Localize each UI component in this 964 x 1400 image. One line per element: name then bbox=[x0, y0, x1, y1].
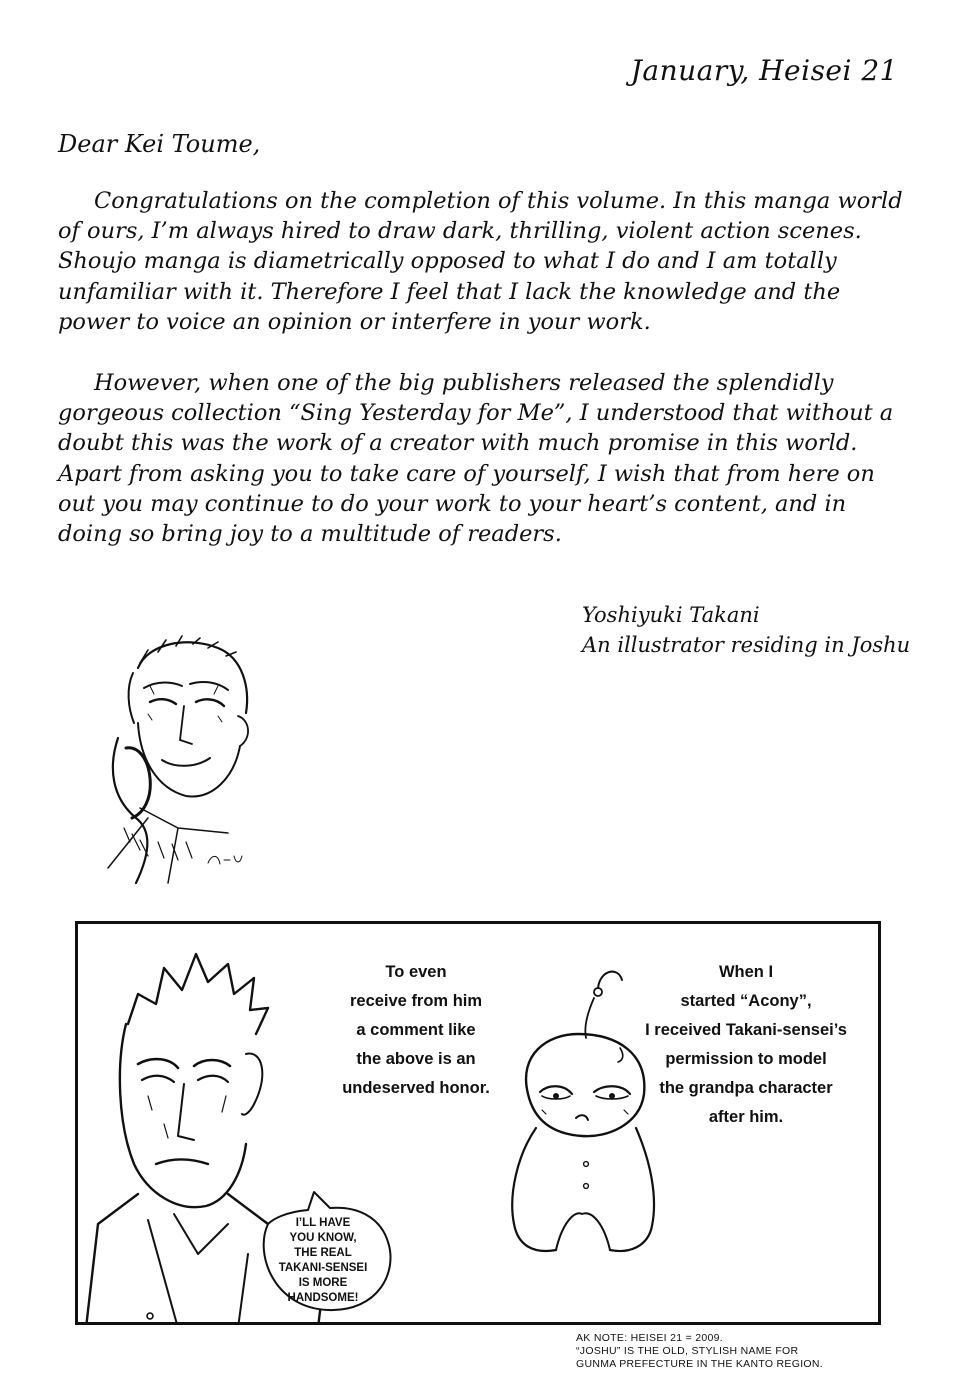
letter-paragraph-1 bbox=[58, 186, 914, 337]
panel-comment-left-line: the above is an bbox=[356, 1050, 476, 1068]
letter-paragraph-2 bbox=[58, 368, 914, 549]
panel-comment-right-line: started “Acony”, bbox=[680, 992, 812, 1010]
speech-bubble-line: THE REAL bbox=[294, 1247, 352, 1259]
portrait-sketch-illustration bbox=[78, 628, 268, 888]
panel-comment-right-line: When I bbox=[718, 963, 774, 981]
translator-note bbox=[576, 1332, 956, 1371]
panel-comment-right-line: permission to model bbox=[665, 1050, 827, 1068]
letter-paragraph-2-text: However, when one of the big publishers released the splendidly gorgeous collection “Sing Yesterday for Me”, I understood that without a doubt this was the work of a creator with much promise in this world. Apart from asking you to take care of yourself, I wish that from here on out you may continue to do your work to your heart’s content, and in doing so bring joy to a multitude of readers. bbox=[58, 370, 894, 548]
letter-signature bbox=[582, 600, 910, 660]
panel-comment-right bbox=[626, 958, 866, 1132]
panel-comment-right-line: I received Takani-sensei’s bbox=[645, 1021, 847, 1039]
letter-salutation: Dear Kei Toume, bbox=[58, 130, 261, 158]
translator-note-line: “JOSHU” IS THE OLD, STYLISH NAME FOR bbox=[576, 1345, 799, 1357]
letter-paragraph-1-text: Congratulations on the completion of this volume. In this manga world of ours, I’m always hired to draw dark, thrilling, violent action scenes. Shoujo manga is diametrically opposed to what I do and I am totally unfamiliar with it. Therefore I feel that I lack the knowledge and the power to voice an opinion or interfere in your work. bbox=[58, 188, 903, 335]
panel-comment-left bbox=[306, 958, 526, 1103]
translator-note-line: GUNMA PREFECTURE IN THE KANTO REGION. bbox=[576, 1358, 823, 1370]
letter-date: January, Heisei 21 bbox=[630, 54, 898, 87]
panel-comment-left-line: a comment like bbox=[356, 1021, 476, 1039]
speech-bubble-text bbox=[264, 1216, 382, 1306]
speech-bubble-line: I’LL HAVE bbox=[295, 1217, 351, 1229]
translator-note-line: AK NOTE: HEISEI 21 = 2009. bbox=[576, 1332, 723, 1344]
panel-comment-right-line: the grandpa character bbox=[659, 1079, 833, 1097]
panel-comment-left-line: undeserved honor. bbox=[342, 1079, 490, 1097]
panel-comment-left-line: receive from him bbox=[349, 992, 483, 1010]
panel-comment-right-line: after him. bbox=[708, 1108, 784, 1126]
signature-name: Yoshiyuki Takani bbox=[582, 603, 760, 627]
speech-bubble-line: TAKANI-SENSEI bbox=[278, 1262, 368, 1274]
signature-title: An illustrator residing in Joshu bbox=[582, 633, 911, 657]
speech-bubble-line: HANDSOME! bbox=[287, 1292, 359, 1304]
comic-panel bbox=[75, 921, 881, 1325]
speech-bubble-line: YOU KNOW, bbox=[289, 1232, 357, 1244]
panel-comment-left-line: To even bbox=[385, 963, 447, 981]
speech-bubble-line: IS MORE bbox=[298, 1277, 348, 1289]
